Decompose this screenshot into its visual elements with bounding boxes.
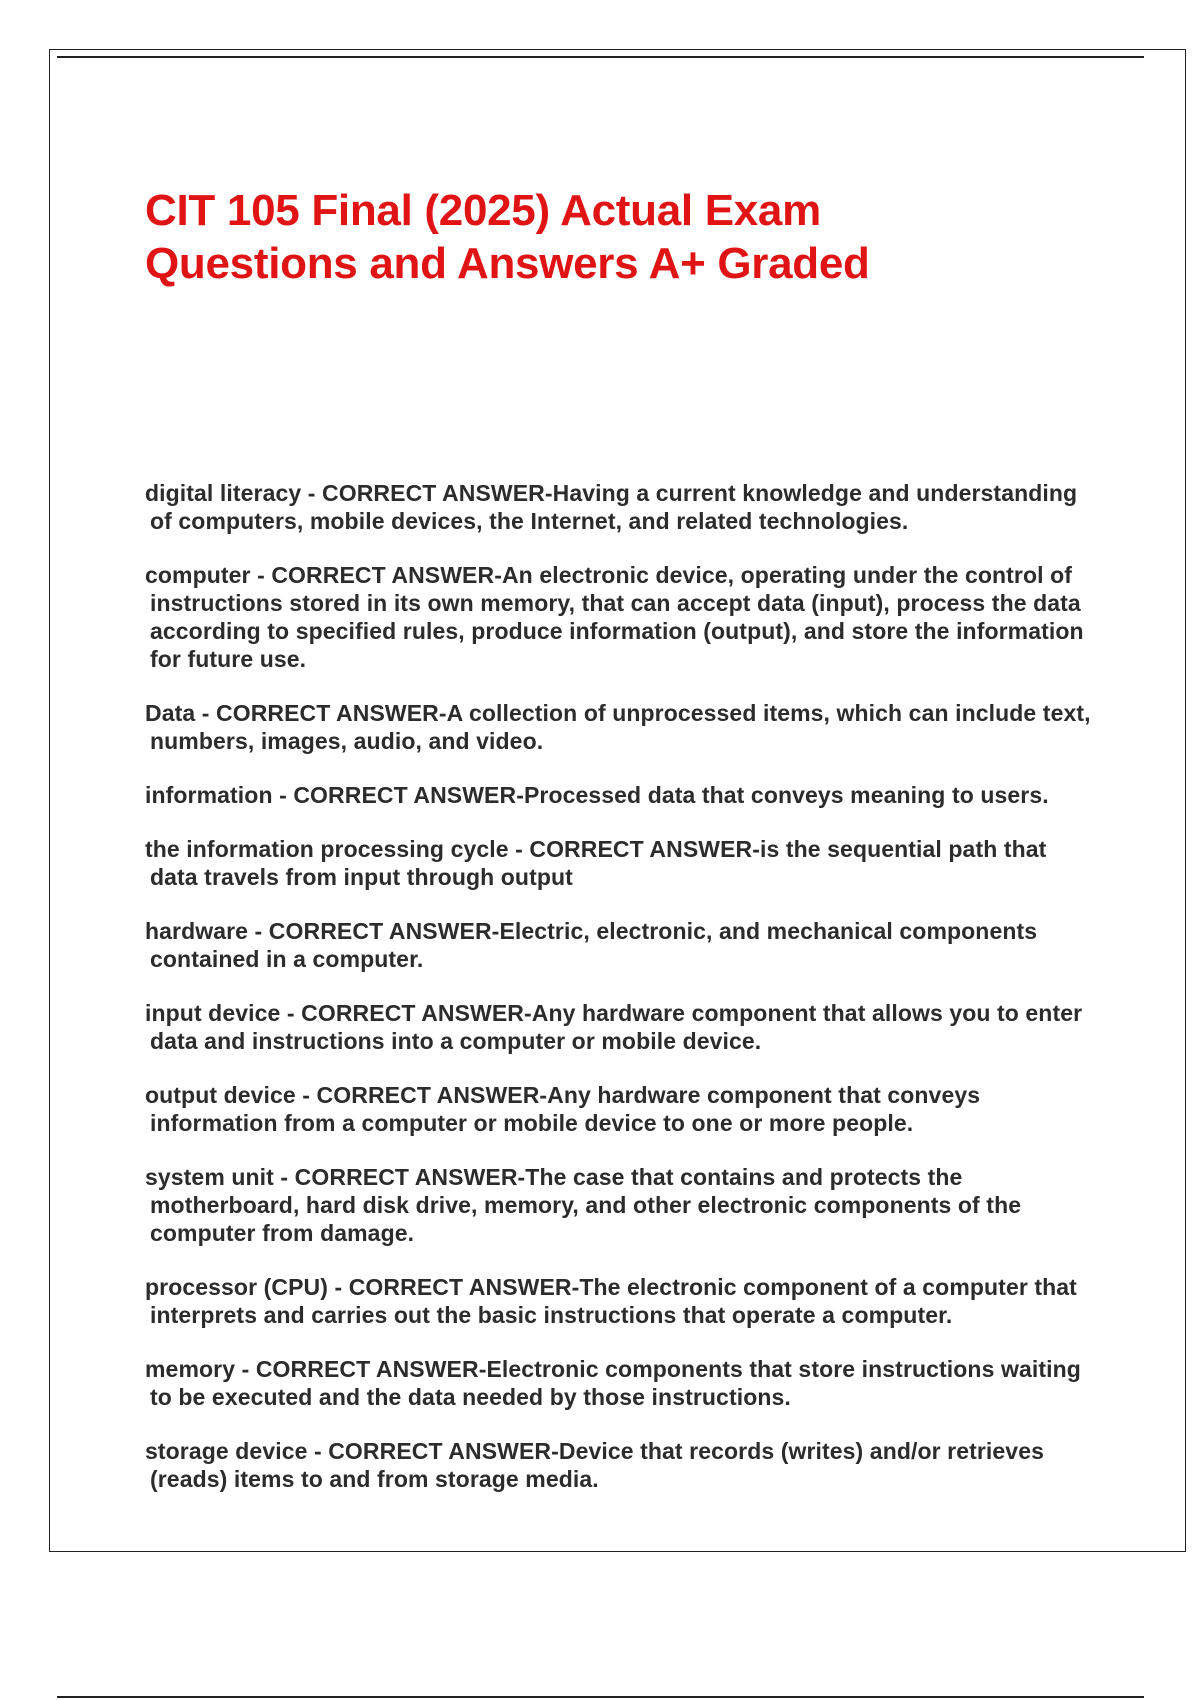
qa-item-system-unit: system unit - CORRECT ANSWER-The case that contains and protects the motherboard, hard disk drive, memory, and other electronic components of the computer from damage. [145, 1164, 1022, 1246]
qa-item-input-device: input device - CORRECT ANSWER-Any hardware component that allows you to enter data and instructions into a computer or mobile device. [145, 1000, 1083, 1054]
qa-item-output-device: output device - CORRECT ANSWER-Any hardware component that conveys information from a computer or mobile device to one or more people. [145, 1082, 981, 1136]
qa-item-information: information - CORRECT ANSWER-Processed data that conveys meaning to users. [145, 782, 1049, 808]
qa-item-hardware: hardware - CORRECT ANSWER-Electric, electronic, and mechanical components contained in a computer. [145, 918, 1038, 972]
document-title [145, 184, 1045, 290]
title-line-1: CIT 105 Final (2025) Actual Exam [145, 186, 821, 235]
qa-item-digital-literacy: digital literacy - CORRECT ANSWER-Having a current knowledge and understanding of computers, mobile devices, the Internet, and related technologies. [145, 480, 1078, 534]
qa-item-processor: processor (CPU) - CORRECT ANSWER-The electronic component of a computer that interprets and carries out the basic instructions that operate a computer. [145, 1274, 1077, 1328]
qa-item-computer: computer - CORRECT ANSWER-An electronic device, operating under the control of instructions stored in its own memory, that can accept data (input), process the data according to specified rules, produce information (output), and store the information for future use. [145, 562, 1084, 672]
qa-item-memory: memory - CORRECT ANSWER-Electronic components that store instructions waiting to be executed and the data needed by those instructions. [145, 1356, 1081, 1410]
top-rule [57, 56, 1144, 58]
qa-item-storage-device: storage device - CORRECT ANSWER-Device that records (writes) and/or retrieves (reads) items to and from storage media. [145, 1438, 1044, 1492]
qa-item-data: Data - CORRECT ANSWER-A collection of unprocessed items, which can include text, numbers, images, audio, and video. [145, 700, 1091, 754]
title-line-2: Questions and Answers A+ Graded [145, 239, 870, 288]
qa-list [145, 479, 1095, 1519]
bottom-rule [57, 1696, 1144, 1698]
qa-item-information-processing-cycle: the information processing cycle - CORRECT ANSWER-is the sequential path that data travels from input through output [145, 836, 1047, 890]
